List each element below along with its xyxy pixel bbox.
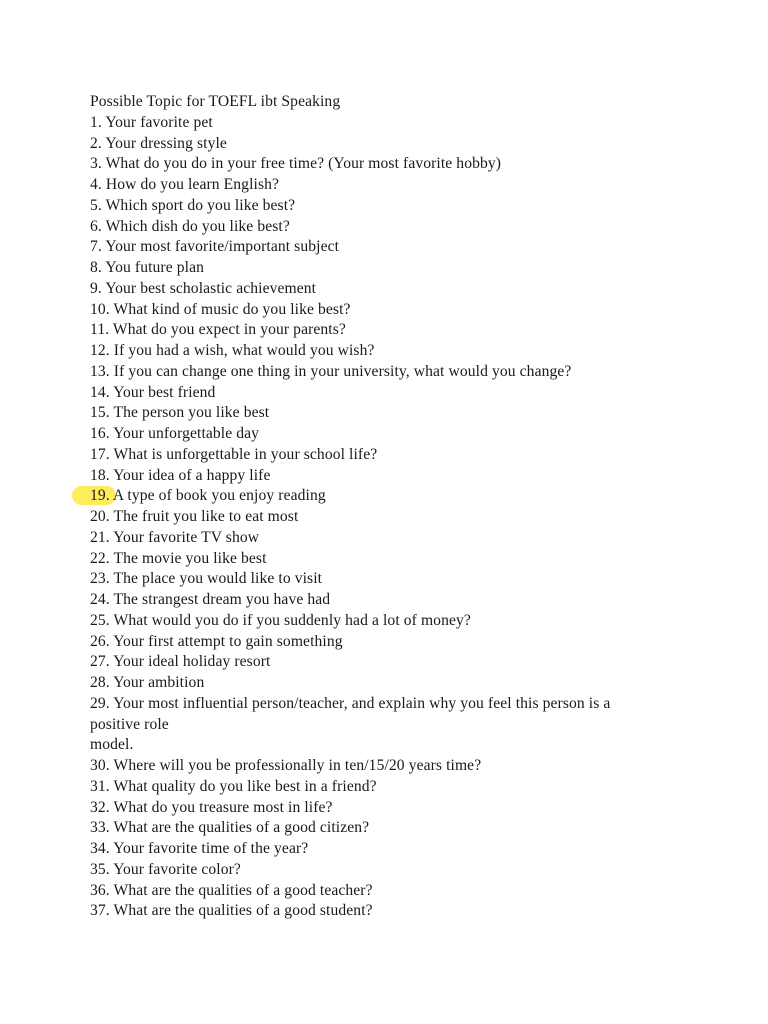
list-item: 23. The place you would like to visit [90,570,323,588]
document-title: Possible Topic for TOEFL ibt Speaking [90,93,341,110]
list-item: 29. Your most influential person/teacher, and explain why you feel this person is a [90,694,611,712]
list-item: 11. What do you expect in your parents? [90,321,346,339]
list-item: 2. Your dressing style [90,134,227,152]
list-item: 27. Your ideal holiday resort [90,653,271,671]
list-item: 16. Your unforgettable day [90,425,260,442]
document-body [90,92,690,922]
list-item: 25. What would you do if you suddenly had a lot of money? [90,611,471,629]
list-item: 21. Your favorite TV show [90,528,260,546]
list-item-continuation: positive role [90,715,169,733]
list-item: 7. Your most favorite/important subject [90,238,340,256]
list-item: 33. What are the qualities of a good citizen? [90,819,370,837]
list-item: 31. What quality do you like best in a friend? [90,777,377,795]
list-item: 8. You future plan [90,259,204,276]
list-item: 30. Where will you be professionally in ten/15/20 years time? [90,757,482,774]
list-item: 6. Which dish do you like best? [90,217,290,235]
list-item: 1. Your favorite pet [90,113,213,131]
list-item: 17. What is unforgettable in your school life? [90,445,378,463]
list-item: 20. The fruit you like to eat most [90,508,299,525]
list-item: 22. The movie you like best [90,549,267,567]
list-item: 24. The strangest dream you have had [90,591,331,608]
list-item: 28. Your ambition [90,674,205,691]
list-item: 10. What kind of music do you like best? [90,300,351,318]
list-item: 4. How do you learn English? [90,176,280,193]
list-item: 18. Your idea of a happy life [90,466,271,484]
list-item: 26. Your first attempt to gain something [90,632,343,650]
list-item: 34. Your favorite time of the year? [90,840,309,857]
list-item: 32. What do you treasure most in life? [90,798,333,816]
list-item: 3. What do you do in your free time? (Your most favorite hobby) [90,155,502,173]
list-item-text: 19. A type of book you enjoy reading [90,487,326,505]
list-item: 13. If you can change one thing in your university, what would you change? [90,362,572,380]
list-item-continuation: model. [90,736,134,754]
list-item: 14. Your best friend [90,383,216,401]
list-item: 12. If you had a wish, what would you wish? [90,342,375,359]
list-item: 37. What are the qualities of a good student? [90,902,373,920]
list-item: 5. Which sport do you like best? [90,196,296,214]
list-item: 15. The person you like best [90,404,270,422]
list-item: 36. What are the qualities of a good teacher? [90,881,373,899]
list-item-highlighted [90,486,690,507]
list-item: 9. Your best scholastic achievement [90,279,317,297]
list-item: 35. Your favorite color? [90,860,241,878]
